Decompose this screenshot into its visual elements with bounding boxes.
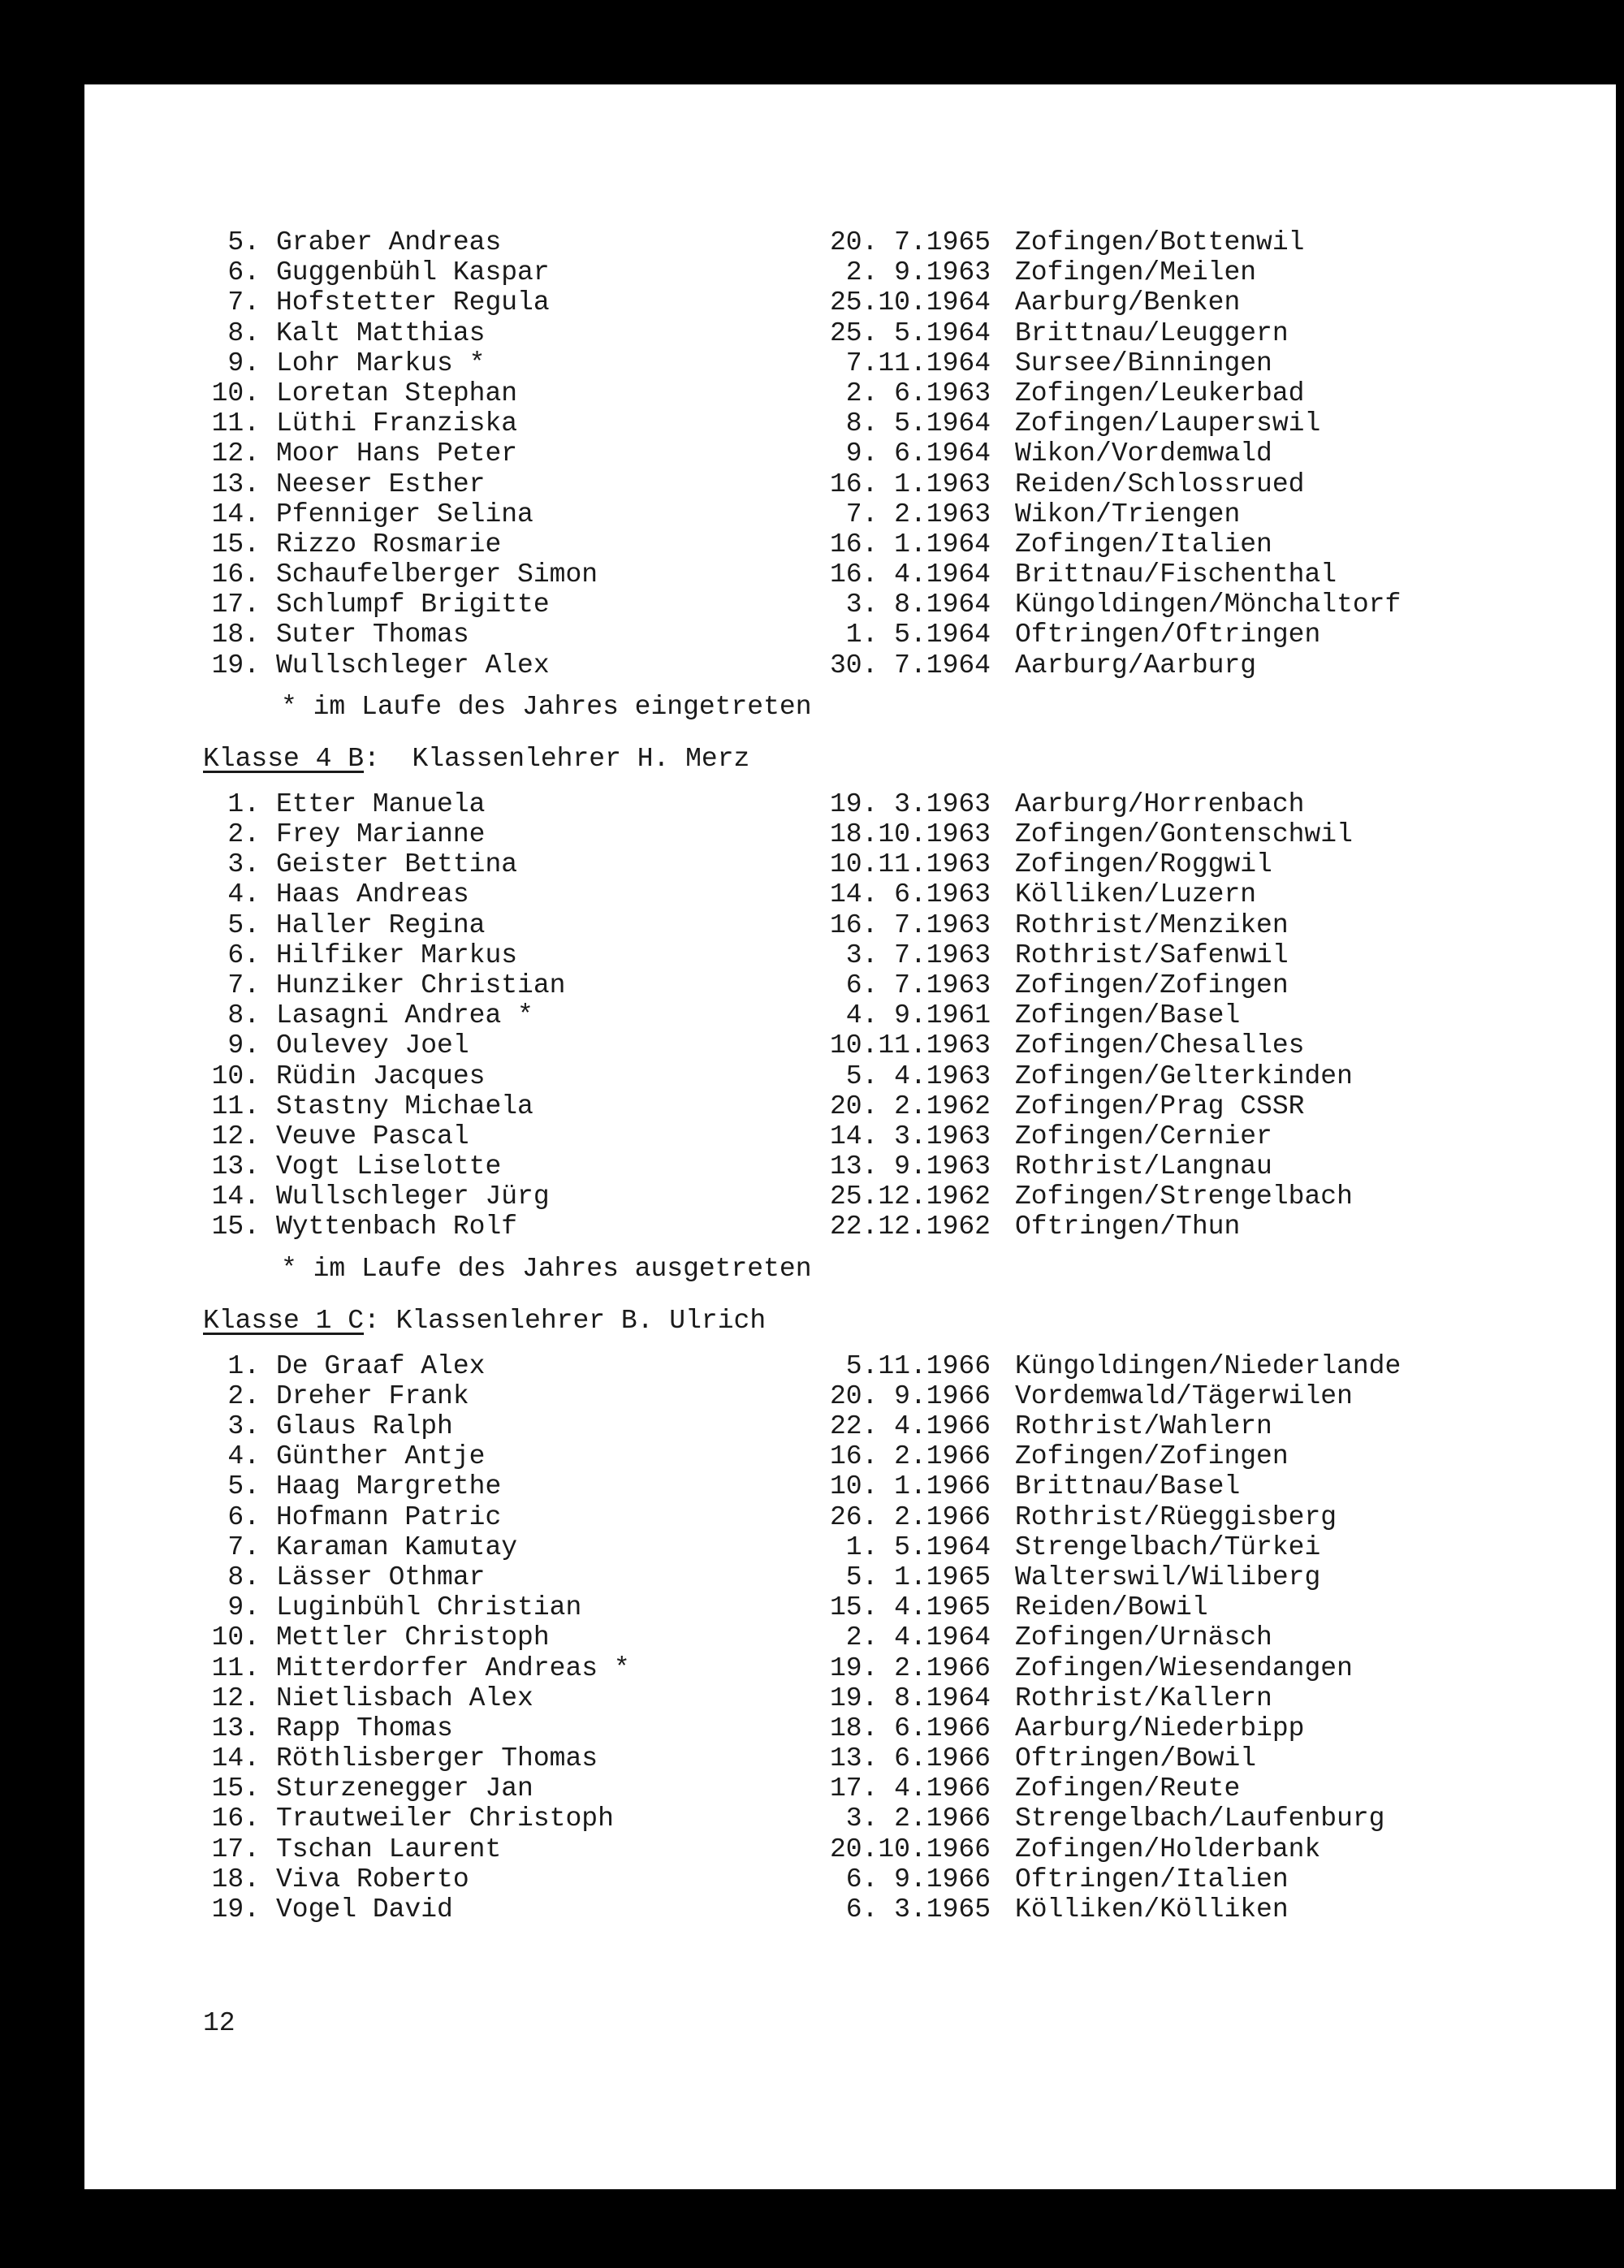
student-name: Nietlisbach Alex: [276, 1683, 533, 1713]
student-name: Trautweiler Christoph: [276, 1804, 614, 1834]
class-section: [203, 744, 1583, 1285]
place-of-origin: Wikon/Triengen: [1015, 499, 1241, 529]
birth-date: 10.11.1963: [829, 1030, 991, 1061]
row-number: 18.: [211, 1864, 260, 1894]
student-row: [203, 257, 1583, 287]
place-of-origin: Reiden/Schlossrued: [1015, 469, 1305, 499]
birth-date: 25. 5.1964: [829, 318, 991, 348]
student-name: Lohr Markus *: [276, 348, 486, 378]
student-name: Graber Andreas: [276, 227, 502, 257]
row-number: 12.: [211, 1683, 260, 1713]
student-row: [203, 1834, 1583, 1864]
place-of-origin: Zofingen/Roggwil: [1015, 849, 1272, 880]
place-of-origin: Aarburg/Aarburg: [1015, 650, 1257, 680]
student-name: Günther Antje: [276, 1441, 486, 1472]
birth-date: 25.12.1962: [829, 1182, 991, 1212]
place-of-origin: Aarburg/Benken: [1015, 287, 1241, 318]
place-of-origin: Rothrist/Menziken: [1015, 909, 1289, 940]
student-row: [203, 348, 1583, 378]
student-name: Röthlisberger Thomas: [276, 1743, 598, 1774]
row-number: 5.: [227, 227, 260, 257]
row-number: 7.: [227, 970, 260, 1000]
student-name: Vogt Liselotte: [276, 1151, 502, 1182]
student-row: [203, 469, 1583, 499]
birth-date: 9. 6.1964: [845, 438, 991, 469]
birth-date: 20. 9.1966: [829, 1380, 991, 1411]
row-number: 9.: [227, 1030, 260, 1061]
student-name: Schlumpf Brigitte: [276, 590, 550, 620]
student-row: [203, 1683, 1583, 1713]
place-of-origin: Kölliken/Kölliken: [1015, 1894, 1289, 1925]
birth-date: 5. 4.1963: [845, 1061, 991, 1091]
student-name: Hofstetter Regula: [276, 287, 550, 318]
row-number: 8.: [227, 1000, 260, 1031]
student-row: [203, 1532, 1583, 1562]
row-number: 14.: [211, 499, 260, 529]
birth-date: 14. 3.1963: [829, 1121, 991, 1151]
row-number: 16.: [211, 1804, 260, 1834]
row-number: 1.: [227, 788, 260, 819]
student-name: Stastny Michaela: [276, 1091, 533, 1121]
place-of-origin: Zofingen/Zofingen: [1015, 1441, 1289, 1472]
student-row: [203, 1030, 1583, 1061]
row-number: 6.: [227, 1501, 260, 1532]
place-of-origin: Zofingen/Bottenwil: [1015, 227, 1305, 257]
student-name: Lasagni Andrea *: [276, 1000, 533, 1031]
birth-date: 17. 4.1966: [829, 1773, 991, 1804]
row-number: 13.: [211, 1713, 260, 1743]
student-row: [203, 1864, 1583, 1894]
student-row: [203, 789, 1583, 819]
student-name: De Graaf Alex: [276, 1350, 486, 1381]
student-row: [203, 1622, 1583, 1652]
student-row: [203, 1804, 1583, 1834]
birth-date: 19. 8.1964: [829, 1683, 991, 1713]
birth-date: 16. 4.1964: [829, 559, 991, 590]
student-name: Glaus Ralph: [276, 1411, 453, 1441]
student-name: Lüthi Franziska: [276, 408, 518, 439]
birth-date: 18. 6.1966: [829, 1713, 991, 1743]
class-lists: [203, 227, 1583, 1925]
birth-date: 3. 2.1966: [845, 1804, 991, 1834]
birth-date: 19. 2.1966: [829, 1652, 991, 1683]
row-number: 2.: [227, 1380, 260, 1411]
place-of-origin: Rothrist/Rüeggisberg: [1015, 1501, 1337, 1532]
place-of-origin: Rothrist/Wahlern: [1015, 1411, 1272, 1441]
birth-date: 8. 5.1964: [845, 408, 991, 439]
place-of-origin: Oftringen/Bowil: [1015, 1743, 1257, 1774]
birth-date: 2. 6.1963: [845, 378, 991, 408]
place-of-origin: Zofingen/Meilen: [1015, 257, 1257, 288]
student-name: Moor Hans Peter: [276, 438, 518, 469]
row-number: 5.: [227, 1471, 260, 1502]
row-number: 9.: [227, 348, 260, 378]
class-heading: [203, 744, 1583, 775]
student-row: [203, 1151, 1583, 1182]
class-name: Klasse 4 B: [203, 743, 365, 774]
place-of-origin: Zofingen/Gelterkinden: [1015, 1061, 1353, 1091]
birth-date: 6. 7.1963: [845, 970, 991, 1000]
student-name: Geister Bettina: [276, 849, 518, 880]
row-number: 2.: [227, 819, 260, 849]
row-number: 13.: [211, 469, 260, 499]
row-number: 7.: [227, 1531, 260, 1562]
row-number: 15.: [211, 529, 260, 559]
place-of-origin: Zofingen/Gontenschwil: [1015, 819, 1353, 849]
student-row: [203, 1121, 1583, 1151]
row-number: 11.: [211, 1091, 260, 1121]
place-of-origin: Oftringen/Thun: [1015, 1212, 1241, 1242]
student-row: [203, 849, 1583, 879]
place-of-origin: Kölliken/Luzern: [1015, 879, 1257, 910]
row-number: 6.: [227, 940, 260, 970]
place-of-origin: Zofingen/Cernier: [1015, 1121, 1272, 1151]
student-row: [203, 408, 1583, 438]
document-page: [84, 84, 1616, 2189]
class-section: [203, 1306, 1583, 1925]
birth-date: 14. 6.1963: [829, 879, 991, 910]
birth-date: 6. 3.1965: [845, 1894, 991, 1925]
place-of-origin: Walterswil/Wiliberg: [1015, 1562, 1321, 1592]
student-row: [203, 1351, 1583, 1381]
place-of-origin: Reiden/Bowil: [1015, 1592, 1208, 1623]
class-teacher: : Klassenlehrer B. Ulrich: [364, 1305, 767, 1336]
student-row: [203, 1592, 1583, 1622]
place-of-origin: Sursee/Binningen: [1015, 348, 1272, 378]
birth-date: 16. 1.1963: [829, 469, 991, 499]
student-name: Haller Regina: [276, 909, 486, 940]
student-name: Wullschleger Alex: [276, 650, 550, 680]
page-number: 12: [203, 2008, 235, 2038]
row-number: 15.: [211, 1773, 260, 1804]
place-of-origin: Rothrist/Langnau: [1015, 1151, 1272, 1182]
student-row: [203, 1773, 1583, 1804]
birth-date: 22.12.1962: [829, 1212, 991, 1242]
student-name: Neeser Esther: [276, 469, 486, 499]
student-row: [203, 227, 1583, 257]
student-row: [203, 499, 1583, 529]
birth-date: 7.11.1964: [845, 348, 991, 378]
place-of-origin: Strengelbach/Türkei: [1015, 1531, 1321, 1562]
student-name: Haag Margrethe: [276, 1471, 502, 1502]
student-name: Wullschleger Jürg: [276, 1182, 550, 1212]
row-number: 8.: [227, 1562, 260, 1592]
student-row: [203, 438, 1583, 469]
student-name: Hofmann Patric: [276, 1501, 502, 1532]
place-of-origin: Vordemwald/Tägerwilen: [1015, 1380, 1353, 1411]
place-of-origin: Zofingen/Urnäsch: [1015, 1622, 1272, 1653]
student-name: Mettler Christoph: [276, 1622, 550, 1653]
row-number: 19.: [211, 650, 260, 680]
student-name: Sturzenegger Jan: [276, 1773, 533, 1804]
birth-date: 20.10.1966: [829, 1834, 991, 1864]
birth-date: 10.11.1963: [829, 849, 991, 880]
footnote: * im Laufe des Jahres ausgetreten: [281, 1253, 812, 1284]
place-of-origin: Oftringen/Italien: [1015, 1864, 1289, 1894]
student-name: Schaufelberger Simon: [276, 559, 598, 590]
place-of-origin: Zofingen/Strengelbach: [1015, 1182, 1353, 1212]
place-of-origin: Küngoldingen/Mönchaltorf: [1015, 590, 1402, 620]
student-row: [203, 970, 1583, 1000]
place-of-origin: Rothrist/Kallern: [1015, 1683, 1272, 1713]
birth-date: 19. 3.1963: [829, 788, 991, 819]
birth-date: 20. 7.1965: [829, 227, 991, 257]
row-number: 16.: [211, 559, 260, 590]
place-of-origin: Zofingen/Basel: [1015, 1000, 1241, 1031]
row-number: 17.: [211, 1834, 260, 1864]
student-name: Veuve Pascal: [276, 1121, 469, 1151]
row-number: 8.: [227, 318, 260, 348]
place-of-origin: Oftringen/Oftringen: [1015, 620, 1321, 650]
student-row: [203, 1562, 1583, 1592]
row-number: 11.: [211, 408, 260, 439]
student-name: Vogel David: [276, 1894, 453, 1925]
row-number: 17.: [211, 590, 260, 620]
student-row: [203, 1894, 1583, 1925]
student-name: Loretan Stephan: [276, 378, 518, 408]
birth-date: 5. 1.1965: [845, 1562, 991, 1592]
row-number: 11.: [211, 1652, 260, 1683]
row-number: 18.: [211, 620, 260, 650]
place-of-origin: Brittnau/Leuggern: [1015, 318, 1289, 348]
birth-date: 1. 5.1964: [845, 620, 991, 650]
student-row: [203, 287, 1583, 318]
place-of-origin: Zofingen/Lauperswil: [1015, 408, 1321, 439]
birth-date: 16. 7.1963: [829, 909, 991, 940]
birth-date: 13. 6.1966: [829, 1743, 991, 1774]
birth-date: 16. 1.1964: [829, 529, 991, 559]
student-row: [203, 1471, 1583, 1501]
place-of-origin: Wikon/Vordemwald: [1015, 438, 1272, 469]
place-of-origin: Zofingen/Italien: [1015, 529, 1272, 559]
birth-date: 2. 9.1963: [845, 257, 991, 288]
birth-date: 6. 9.1966: [845, 1864, 991, 1894]
row-number: 14.: [211, 1743, 260, 1774]
birth-date: 13. 9.1963: [829, 1151, 991, 1182]
row-number: 5.: [227, 909, 260, 940]
place-of-origin: Zofingen/Holderbank: [1015, 1834, 1321, 1864]
birth-date: 16. 2.1966: [829, 1441, 991, 1472]
student-row: [203, 1000, 1583, 1030]
class-teacher: : Klassenlehrer H. Merz: [364, 743, 750, 774]
student-row: [203, 910, 1583, 940]
place-of-origin: Zofingen/Zofingen: [1015, 970, 1289, 1000]
student-name: Lässer Othmar: [276, 1562, 486, 1592]
student-row: [203, 1381, 1583, 1411]
student-name: Rüdin Jacques: [276, 1061, 486, 1091]
student-row: [203, 1061, 1583, 1091]
birth-date: 1. 5.1964: [845, 1531, 991, 1562]
student-name: Luginbühl Christian: [276, 1592, 582, 1623]
student-name: Viva Roberto: [276, 1864, 469, 1894]
row-number: 10.: [211, 378, 260, 408]
student-row: [203, 378, 1583, 408]
student-name: Kalt Matthias: [276, 318, 486, 348]
place-of-origin: Zofingen/Reute: [1015, 1773, 1241, 1804]
student-name: Frey Marianne: [276, 819, 486, 849]
student-row: [203, 1502, 1583, 1532]
student-row: [203, 1713, 1583, 1743]
place-of-origin: Strengelbach/Laufenburg: [1015, 1804, 1385, 1834]
birth-date: 2. 4.1964: [845, 1622, 991, 1653]
place-of-origin: Aarburg/Horrenbach: [1015, 788, 1305, 819]
place-of-origin: Aarburg/Niederbipp: [1015, 1713, 1305, 1743]
birth-date: 5.11.1966: [845, 1350, 991, 1381]
student-name: Guggenbühl Kaspar: [276, 257, 550, 288]
student-name: Mitterdorfer Andreas *: [276, 1652, 630, 1683]
place-of-origin: Rothrist/Safenwil: [1015, 940, 1289, 970]
student-row: [203, 1212, 1583, 1242]
row-number: 9.: [227, 1592, 260, 1623]
class-section: [203, 227, 1583, 723]
row-number: 10.: [211, 1061, 260, 1091]
student-row: [203, 1091, 1583, 1121]
student-name: Hilfiker Markus: [276, 940, 518, 970]
student-row: [203, 879, 1583, 909]
row-number: 6.: [227, 257, 260, 288]
place-of-origin: Brittnau/Fischenthal: [1015, 559, 1337, 590]
student-row: [203, 1743, 1583, 1773]
birth-date: 3. 8.1964: [845, 590, 991, 620]
birth-date: 26. 2.1966: [829, 1501, 991, 1532]
row-number: 10.: [211, 1622, 260, 1653]
row-number: 4.: [227, 1441, 260, 1472]
student-name: Karaman Kamutay: [276, 1531, 518, 1562]
place-of-origin: Zofingen/Chesalles: [1015, 1030, 1305, 1061]
birth-date: 7. 2.1963: [845, 499, 991, 529]
student-name: Rapp Thomas: [276, 1713, 453, 1743]
student-name: Suter Thomas: [276, 620, 469, 650]
student-row: [203, 529, 1583, 559]
class-name: Klasse 1 C: [203, 1305, 365, 1336]
row-number: 19.: [211, 1894, 260, 1925]
place-of-origin: Zofingen/Prag CSSR: [1015, 1091, 1305, 1121]
footnote: * im Laufe des Jahres eingetreten: [281, 691, 812, 722]
student-row: [203, 819, 1583, 849]
row-number: 13.: [211, 1151, 260, 1182]
row-number: 1.: [227, 1350, 260, 1381]
student-name: Etter Manuela: [276, 788, 486, 819]
student-row: [203, 590, 1583, 620]
place-of-origin: Küngoldingen/Niederlande: [1015, 1350, 1402, 1381]
student-name: Hunziker Christian: [276, 970, 566, 1000]
student-name: Wyttenbach Rolf: [276, 1212, 518, 1242]
row-number: 14.: [211, 1182, 260, 1212]
place-of-origin: Zofingen/Leukerbad: [1015, 378, 1305, 408]
class-heading: [203, 1306, 1583, 1337]
birth-date: 22. 4.1966: [829, 1411, 991, 1441]
row-number: 12.: [211, 1121, 260, 1151]
student-row: [203, 318, 1583, 348]
birth-date: 18.10.1963: [829, 819, 991, 849]
student-row: [203, 650, 1583, 680]
student-row: [203, 559, 1583, 590]
student-row: [203, 1441, 1583, 1471]
birth-date: 15. 4.1965: [829, 1592, 991, 1623]
student-row: [203, 1182, 1583, 1212]
place-of-origin: Brittnau/Basel: [1015, 1471, 1241, 1502]
student-row: [203, 620, 1583, 650]
student-name: Haas Andreas: [276, 879, 469, 910]
student-row: [203, 1653, 1583, 1683]
row-number: 7.: [227, 287, 260, 318]
birth-date: 4. 9.1961: [845, 1000, 991, 1031]
student-name: Dreher Frank: [276, 1380, 469, 1411]
place-of-origin: Zofingen/Wiesendangen: [1015, 1652, 1353, 1683]
student-name: Tschan Laurent: [276, 1834, 502, 1864]
row-number: 12.: [211, 438, 260, 469]
student-name: Rizzo Rosmarie: [276, 529, 502, 559]
row-number: 15.: [211, 1212, 260, 1242]
birth-date: 10. 1.1966: [829, 1471, 991, 1502]
birth-date: 25.10.1964: [829, 287, 991, 318]
student-row: [203, 940, 1583, 970]
birth-date: 30. 7.1964: [829, 650, 991, 680]
student-row: [203, 1411, 1583, 1441]
row-number: 3.: [227, 849, 260, 880]
student-name: Pfenniger Selina: [276, 499, 533, 529]
birth-date: 20. 2.1962: [829, 1091, 991, 1121]
student-name: Oulevey Joel: [276, 1030, 469, 1061]
row-number: 3.: [227, 1411, 260, 1441]
row-number: 4.: [227, 879, 260, 910]
birth-date: 3. 7.1963: [845, 940, 991, 970]
